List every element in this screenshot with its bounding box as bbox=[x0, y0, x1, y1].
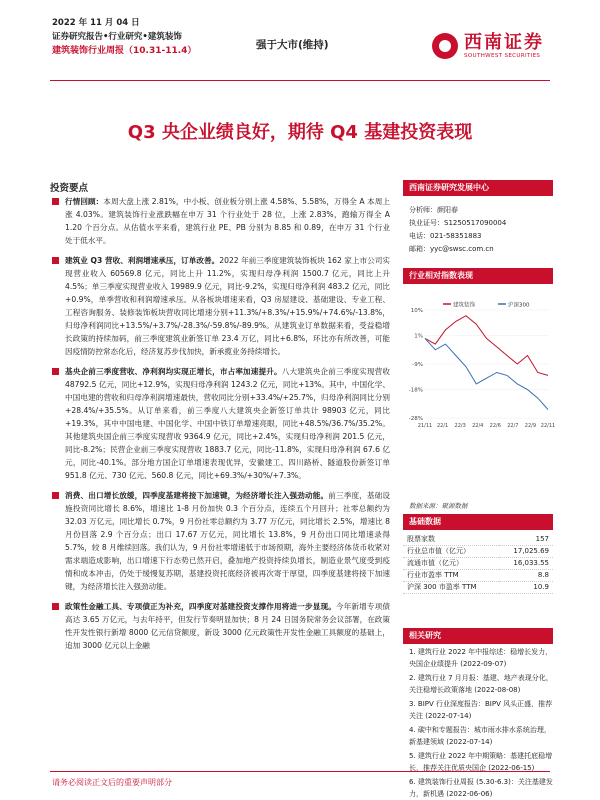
footer-note: 请务必阅读正文后的重要声明部分 bbox=[52, 778, 172, 787]
summary-label: 投资要点 bbox=[50, 183, 89, 194]
stats-box bbox=[403, 514, 553, 594]
report-type: 证券研究报告•行业研究•建筑装饰 bbox=[52, 32, 182, 42]
related-link[interactable]: 4. 碳中和专题报告：城市雨水排水系统治理，新基建领域 (2022-07-14) bbox=[409, 726, 551, 746]
bullet-icon bbox=[52, 603, 59, 610]
x-tick-label: 22/4 bbox=[472, 423, 484, 429]
rating: 强于大市(维持) bbox=[256, 39, 329, 51]
stats-row: 股票家数 157 bbox=[403, 534, 553, 546]
logo-en: SOUTHWEST SECURITIES bbox=[464, 53, 541, 59]
related-link[interactable]: 2. 建筑行业 7 月月报：基建、地产表现分化，关注稳增长政策落地 (2022-08-08) bbox=[409, 674, 553, 694]
x-tick-label: 22/7 bbox=[507, 423, 519, 429]
related-link[interactable]: 1. 建筑行业 2022 年中报综述：稳增长发力，央国企业绩提升 (2022-09-07) bbox=[409, 648, 553, 668]
analyst-box bbox=[403, 180, 553, 256]
analyst-email[interactable]: 邮箱：yyc@swsc.com.cn bbox=[409, 245, 494, 253]
stats-row: 流通市值（亿元） 16,033.55 bbox=[403, 558, 553, 570]
bullet-icon bbox=[52, 368, 59, 375]
weekly-label: 建筑装饰行业周报（10.31-11.4） bbox=[52, 46, 197, 56]
stats-row: 行业市盈率 TTM 8.8 bbox=[403, 570, 553, 582]
header-rule bbox=[50, 80, 550, 81]
report-date: 2022 年 11 月 04 日 bbox=[52, 18, 140, 28]
logo-cn: 西南证券 bbox=[464, 32, 544, 53]
stats-head: 基础数据 bbox=[403, 514, 553, 530]
x-tick-label: 22/3 bbox=[454, 423, 466, 429]
related-link[interactable]: 6. 建筑装饰行业周报 (5.30-6.3)：关注基建发力，新机遇 (2022-06-06) bbox=[409, 778, 553, 798]
x-tick-label: 22/1 bbox=[436, 423, 449, 429]
para-q3: 建筑业 Q3 营收、利润增速承压，订单改善。2022 年前三季度建筑装饰板块 162 家上市公司实现营业收入 60569.8 亿元，同比上升 11.2%，实现归母净利润 1500.7 亿元，同比上升 4.5%；单三季度实现营业收入 19989.9 亿元，同比-9.2%，实现归母净利润 483.2 亿元，同比+0.9%，单季营收和利润增速承压。从各板块增速来看，Q3 房屋建设、基础建设、专业工程、工程咨询服务、装修装饰板块营收同比增速分别+11.3%/+8.3%/+15.9%/+74.6%/-13.8%，归母净利润同比+13.5%/+3.7%/-28.3%/-59.8%/-89.9%。从建筑业订单数据来看，受益稳增长政策的持续加码，前三季度建筑业新签订单 23.4 万亿，同比+6.8%，环比亦有所改善，可能因疫情防控常态化后，经济复苏步伐加快，新承揽业务持续增长。 bbox=[50, 254, 390, 358]
related-link[interactable]: 5. 建筑行业 2022 年中期策略：基建托底稳增长，推荐关注优质央国企 (2022-06-15) bbox=[409, 752, 553, 772]
perf-head: 行业相对指数表现 bbox=[403, 268, 553, 284]
related-head: 相关研究 bbox=[403, 628, 553, 644]
page-title: Q3 央企业绩良好，期待 Q4 基建投资表现 bbox=[127, 122, 473, 143]
para-consumption: 消费、出口增长放缓，四季度基建将接下加速键，为经济增长注入强劲动能。前三季度，基础设施投资同比增长 8.6%，增速比 1-8 月份加快 0.3 个百分点，连续五个月回升；社零总额约为 32.03 万亿元，同比增长 0.7%，9 月份社零总额约为 3.77 万亿元，同比增长 2.5%，增速比 8 月份回落 2.9 个百分点；出口 17.67 万亿元，同比增长 13.8%，9 月份出口同比增速录得 5.7%，较 8 月维续回落。我们认为，9 月份社零增速低于市场预期，海外主要经济体货币收紧对需求端造成影响，出口增速下行态势已然开启，叠加地产投资持续负增长，制造业景气度受到疫情和成本冲击，仍处于缓慢复苏期，基建投资托底经济被再次寄于厚望，四季度基建将接下加速键，为经济增长注入强劲动能。 bbox=[50, 489, 390, 593]
analyst-phone: 电话：021-58351883 bbox=[409, 232, 482, 240]
bullet-icon bbox=[52, 257, 59, 264]
y-tick-label: -9% bbox=[412, 362, 423, 368]
analyst-head: 西南证券研究发展中心 bbox=[403, 180, 553, 196]
x-tick-label: 22/11 bbox=[540, 423, 556, 429]
series-line-hs300 bbox=[425, 338, 548, 409]
stats-row: 行业总市值（亿元） 17,025.69 bbox=[403, 546, 553, 558]
legend-label: 沪深300 bbox=[508, 302, 530, 309]
para-policy: 政策性金融工具、专项债正为补充，四季度对基建投资支撑作用将进一步显现。今年新增专项债高达 3.65 万亿元，与去年持平，但发行节奏明显加快；8 月 24 日国务院常务会议部署，在政策性开发性银行新增 8000 亿元信贷额度，新设 3000 亿元政策性开发性金融工具额度的基础上，追加 3000 亿元以上金融 bbox=[50, 600, 390, 652]
related-link[interactable]: 3. BIPV 行业深度报告：BIPV 风头正盛，推荐关注 (2022-07-14) bbox=[409, 700, 553, 720]
y-tick-label: -18% bbox=[408, 387, 423, 394]
stats-table bbox=[403, 534, 553, 594]
x-tick-label: 22/9 bbox=[524, 423, 537, 429]
analyst-name: 分析师：颜阳春 bbox=[409, 206, 458, 214]
perf-box bbox=[403, 268, 553, 284]
analyst-cert: 执业证号：S1250517090004 bbox=[409, 219, 507, 227]
header-meta bbox=[52, 16, 196, 58]
perf-chart bbox=[403, 300, 556, 430]
para-soe: 基央企前三季度营收、净利润均实现正增长，市占率加速提升。八大建筑央企前三季度实现营收 48792.5 亿元，同比+12.9%，实现归母净利润 1243.2 亿元，同比+13%。其中，中国化学、中国电建的营收和归母净利润增速最快，营收同比分别+33.4%/+25.7%，归母净利润同比分别+28.4%/+35.5%。从订单来看，前三季度八大建筑央企新签订单共计 98903 亿元，同比+19.3%，其中中国电建、中国化学、中国中铁订单增速亮眼，同比+48.5%/36.7%/35.2%。其他建筑央国企前三季度实现营收 9364.9 亿元，同比+2.4%，实现归母净利润 201.5 亿元，同比-8.2%；民营企业前三季度实现营收 1883.7 亿元，同比-11.8%，实现归母净利润 67.6 亿元，同比-40.1%。部分地方国企订单增速表现优异，安徽建工、四川路桥、隧道股份新签订单 951.8 亿元、730 亿元、560.8 亿元，同比+69.3%/+30%/+7.3%。 bbox=[50, 365, 390, 482]
stats-row: 沪深 300 市盈率 TTM 10.9 bbox=[403, 582, 553, 594]
bullet-icon bbox=[52, 492, 59, 499]
related-box bbox=[403, 628, 553, 800]
y-tick-label: 1% bbox=[414, 333, 423, 340]
y-tick-label: 10% bbox=[410, 308, 423, 314]
bullet-icon bbox=[52, 198, 59, 205]
logo-icon bbox=[432, 33, 458, 59]
chart-source: 数据来源：聚源数据 bbox=[409, 502, 468, 510]
para-market: 行情回顾：本周大盘上涨 2.81%，中小板、创业板分别上涨 4.58%、5.58%，万得全 A 本周上涨 4.03%。建筑装饰行业涨跌幅在申万 31 个行业处于 28 位，上涨 2.83%，跑输万得全 A 1.20 个百分点。从估值水平来看，建筑行业 PE、PB 分别为 8.85 和 0.89，在申万 31 个行业处于低水平。 bbox=[50, 195, 390, 247]
brand-logo bbox=[432, 33, 544, 59]
x-tick-label: 21/11 bbox=[417, 423, 433, 429]
main-body bbox=[50, 195, 390, 659]
legend-label: 建筑装饰 bbox=[453, 302, 476, 309]
y-tick-label: -28% bbox=[408, 416, 423, 422]
footer-rule bbox=[50, 771, 550, 772]
x-tick-label: 22/6 bbox=[489, 423, 501, 429]
